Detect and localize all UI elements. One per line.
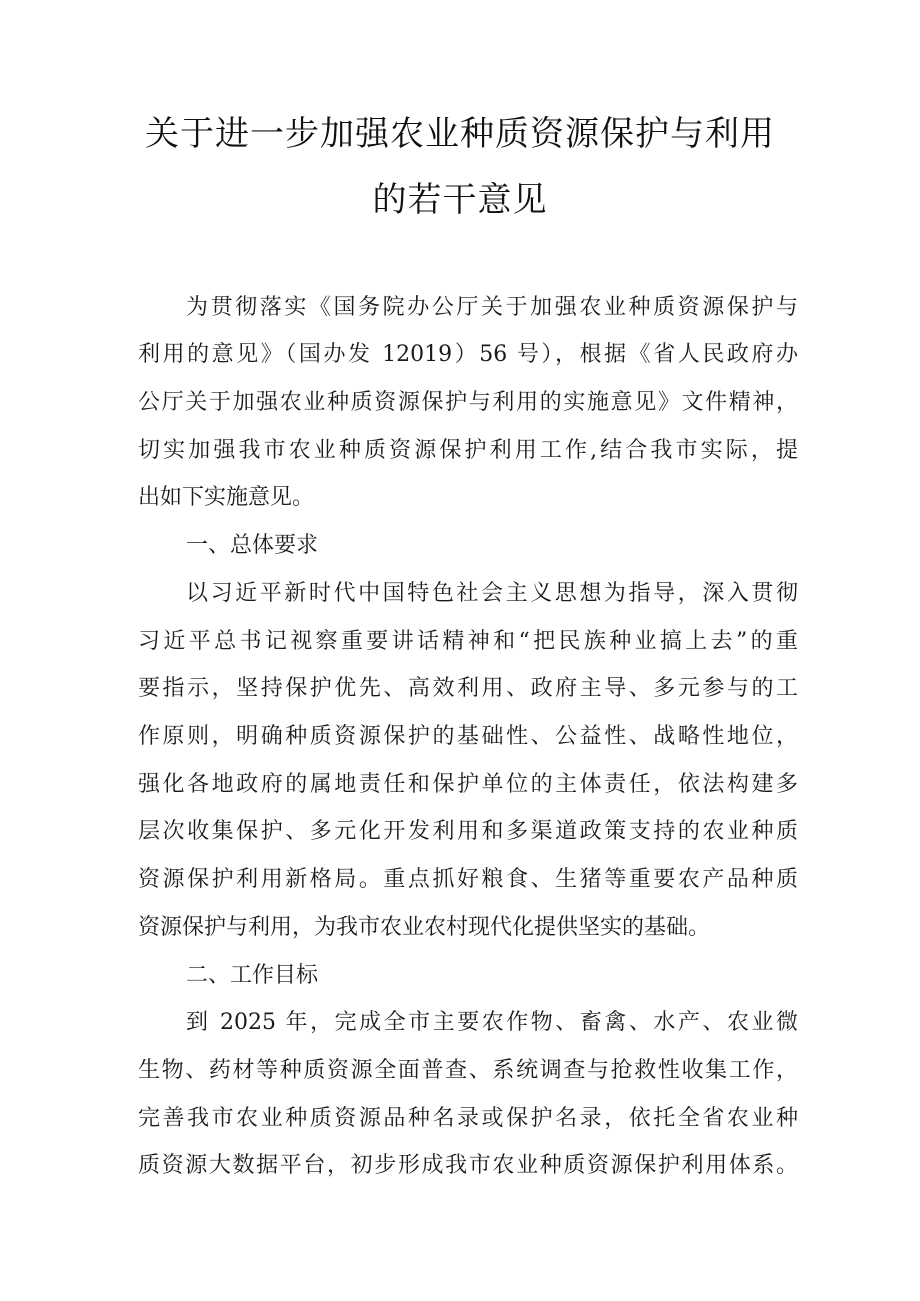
paragraph-line: 质资源大数据平台，初步形成我市农业种质资源保护利用体系。 — [138, 1153, 798, 1178]
paragraph-line: 习近平总书记视察重要讲话精神和“把民族种业搞上去”的重 — [138, 629, 798, 654]
document-title-line-1: 关于进一步加强农业种质资源保护与利用 — [145, 114, 775, 154]
paragraph-line: 完善我市农业种质资源品种名录或保护名录，依托全省农业种 — [138, 1106, 798, 1131]
paragraph-line: 以习近平新时代中国特色社会主义思想为指导，深入贯彻 — [186, 581, 798, 606]
paragraph-line: 要指示，坚持保护优先、高效利用、政府主导、多元参与的工 — [138, 676, 798, 701]
document-title-line-2: 的若干意见 — [372, 180, 548, 220]
section-heading-general-requirements: 一、总体要求 — [186, 533, 319, 558]
paragraph-line: 切实加强我市农业种质资源保护利用工作,结合我市实际，提 — [138, 438, 798, 463]
paragraph-line: 到 2025 年，完成全市主要农作物、畜禽、水产、农业微 — [186, 1010, 798, 1035]
paragraph-line: 作原则，明确种质资源保护的基础性、公益性、战略性地位， — [138, 724, 798, 749]
paragraph-line: 公厅关于加强农业种质资源保护与利用的实施意见》文件精神， — [138, 390, 798, 415]
paragraph-line: 生物、药材等种质资源全面普查、系统调查与抢救性收集工作， — [138, 1058, 798, 1083]
paragraph-line: 出如下实施意见。 — [138, 485, 315, 510]
section-heading-work-goals: 二、工作目标 — [186, 963, 319, 988]
paragraph-line: 强化各地政府的属地责任和保护单位的主体责任，依法构建多 — [138, 772, 798, 797]
paragraph-line: 资源保护与利用，为我市农业农村现代化提供坚实的基础。 — [138, 915, 711, 940]
paragraph-line: 利用的意见》（国办发 12019）56 号），根据《省人民政府办 — [138, 342, 798, 367]
paragraph-line: 为贯彻落实《国务院办公厅关于加强农业种质资源保护与 — [186, 295, 798, 320]
paragraph-line: 层次收集保护、多元化开发利用和多渠道政策支持的农业种质 — [138, 819, 798, 844]
paragraph-line: 资源保护利用新格局。重点抓好粮食、生猪等重要农产品种质 — [138, 867, 798, 892]
